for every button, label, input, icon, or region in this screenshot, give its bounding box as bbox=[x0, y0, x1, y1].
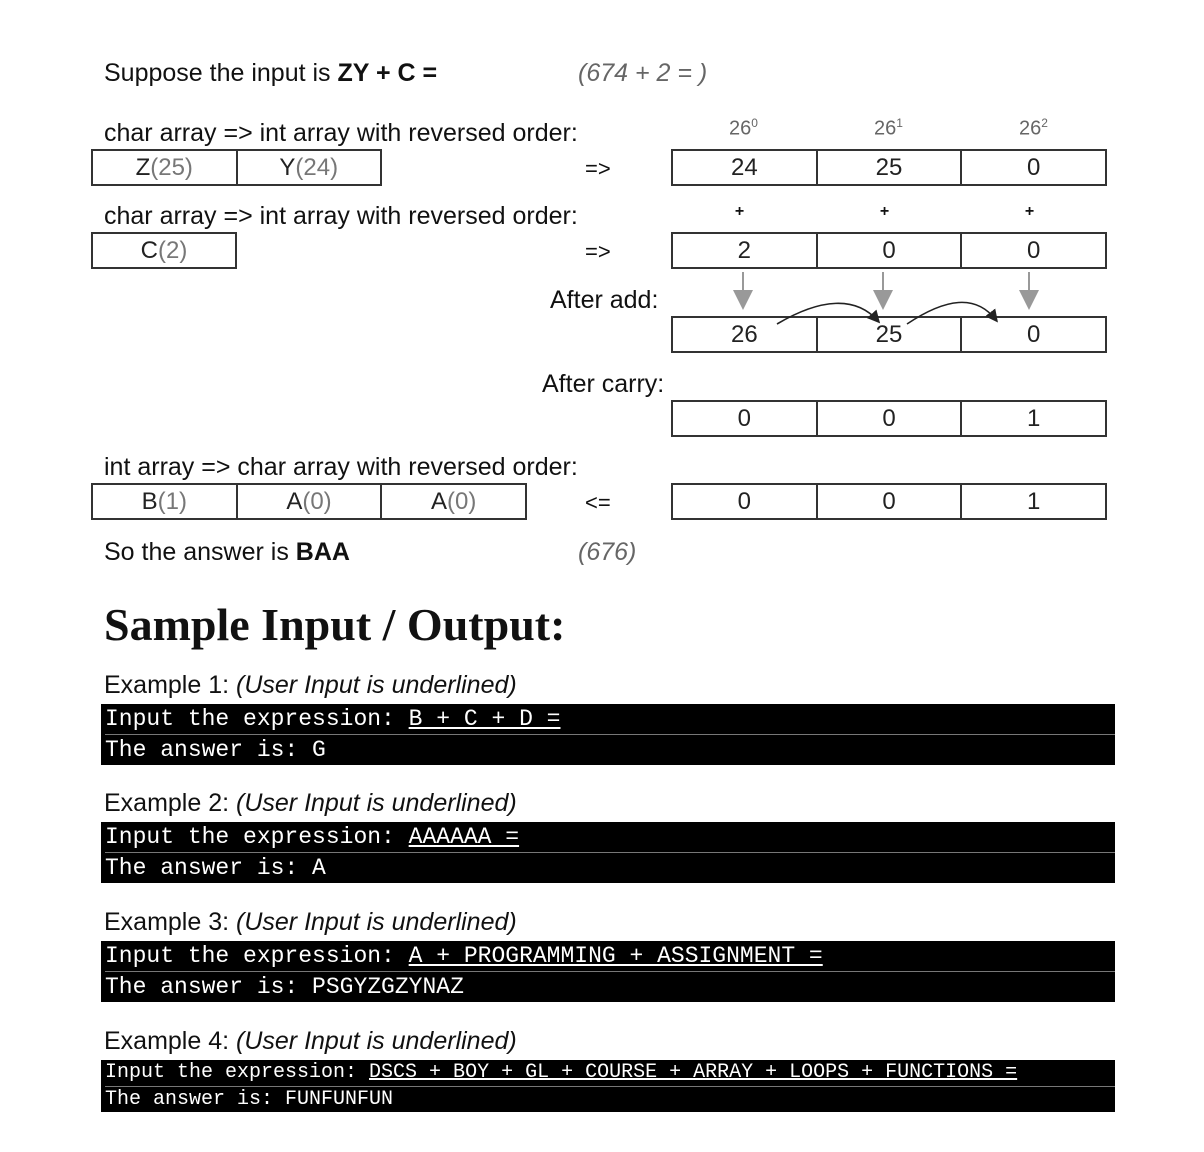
answer-prefix: So the answer is bbox=[104, 538, 296, 566]
example-3-console bbox=[101, 941, 1115, 1002]
int-cell: 0 bbox=[960, 234, 1105, 267]
answer-numeric: (676) bbox=[578, 538, 637, 566]
carry-curve bbox=[907, 302, 996, 324]
int-array-row2 bbox=[671, 232, 1107, 269]
carry-curve bbox=[777, 303, 878, 324]
power-26-2: $26^2$ bbox=[1019, 116, 1048, 140]
section-title: Sample Input / Output: bbox=[104, 599, 566, 650]
step3-label: int array => char array with reversed order: bbox=[104, 453, 578, 481]
after-carry-label: After carry: bbox=[542, 370, 665, 398]
plus-sign: + bbox=[879, 203, 890, 220]
answer-line bbox=[104, 537, 350, 567]
example-2-console bbox=[101, 822, 1115, 883]
int-cell: 2 bbox=[737, 236, 752, 264]
int-cell: 0 bbox=[960, 318, 1105, 351]
power-26-0: $26^0$ bbox=[729, 116, 758, 140]
console-prompt-line: Input the expression: DSCS + BOY + GL + COURSE + ARRAY + LOOPS + FUNCTIONS = bbox=[105, 1061, 1018, 1084]
console-answer-line: The answer is: A bbox=[105, 852, 1115, 883]
example-3-label: Example 3: (User Input is underlined) bbox=[104, 908, 517, 936]
answer-value: BAA bbox=[295, 538, 350, 566]
after-add-label: After add: bbox=[550, 286, 659, 314]
int-cell: 0 bbox=[816, 234, 961, 267]
int-cell: 1 bbox=[960, 485, 1105, 518]
char-cell: B (1) bbox=[141, 487, 188, 515]
example-1-console bbox=[101, 704, 1115, 765]
int-cell: 24 bbox=[730, 153, 758, 181]
arrow-right: => bbox=[585, 239, 611, 264]
step2-char-array bbox=[91, 232, 237, 269]
int-cell: 0 bbox=[816, 402, 961, 435]
step2-label: char array => int array with reversed order: bbox=[104, 202, 578, 230]
int-cell: 25 bbox=[816, 151, 961, 184]
int-cell: 0 bbox=[816, 485, 961, 518]
plus-sign: + bbox=[1024, 203, 1035, 220]
int-array-row1 bbox=[671, 149, 1107, 186]
intro-prefix: Suppose the input is bbox=[104, 59, 338, 87]
char-cell: C (2) bbox=[140, 236, 188, 264]
intro-line bbox=[104, 58, 437, 88]
int-cell: 25 bbox=[816, 318, 961, 351]
char-cell: Y (24) bbox=[236, 151, 381, 184]
arrow-right: => bbox=[585, 156, 611, 181]
step1-label: char array => int array with reversed order: bbox=[104, 119, 578, 147]
char-cell: A (0) bbox=[380, 485, 525, 518]
example-1-label: Example 1: (User Input is underlined) bbox=[104, 671, 517, 699]
after-carry-array bbox=[671, 400, 1107, 437]
step3-char-array bbox=[91, 483, 527, 520]
console-answer-line: The answer is: PSGYZGZYNAZ bbox=[105, 971, 1115, 1002]
console-answer-line: The answer is: G bbox=[105, 734, 1115, 765]
int-cell: 0 bbox=[960, 151, 1105, 184]
intro-numeric: (674 + 2 = ) bbox=[578, 59, 708, 87]
console-prompt-line: Input the expression: A + PROGRAMMING + ASSIGNMENT = bbox=[105, 943, 823, 969]
arrow-left: <= bbox=[585, 490, 611, 515]
console-answer-line: The answer is: FUNFUNFUN bbox=[105, 1086, 1115, 1113]
int-cell: 0 bbox=[737, 487, 752, 515]
char-cell: A (0) bbox=[236, 485, 381, 518]
final-int-array bbox=[671, 483, 1107, 520]
console-prompt-line: Input the expression: AAAAAA = bbox=[105, 824, 520, 850]
example-4-label: Example 4: (User Input is underlined) bbox=[104, 1027, 517, 1055]
char-cell: Z (25) bbox=[135, 153, 193, 181]
power-26-1: $26^1$ bbox=[874, 116, 903, 140]
int-cell: 26 bbox=[730, 320, 758, 348]
example-4-console bbox=[101, 1060, 1115, 1112]
example-2-label: Example 2: (User Input is underlined) bbox=[104, 789, 517, 817]
step1-char-array bbox=[91, 149, 382, 186]
intro-expression: ZY + C = bbox=[337, 59, 438, 87]
plus-sign: + bbox=[734, 203, 745, 220]
int-cell: 0 bbox=[737, 404, 752, 432]
int-cell: 1 bbox=[960, 402, 1105, 435]
carry-arrows-diagram bbox=[671, 268, 1107, 328]
console-prompt-line: Input the expression: B + C + D = bbox=[105, 706, 561, 732]
